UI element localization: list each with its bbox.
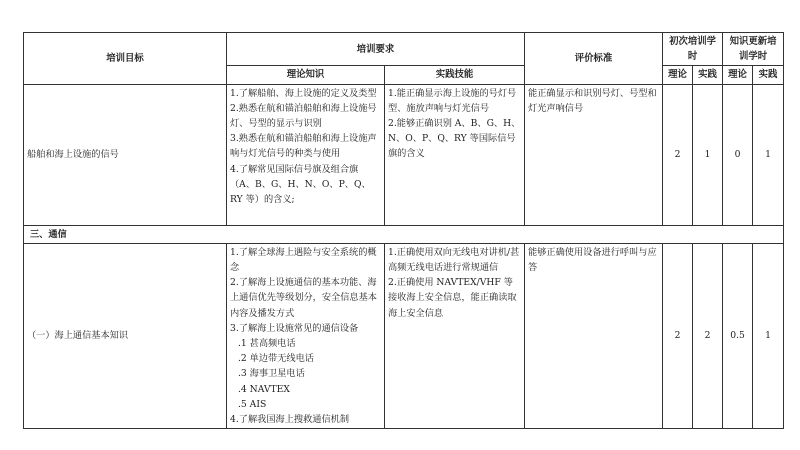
row2-theory-line: 2.了解海上设施通信的基本功能、海上通信优先等级划分，安全信息基本内容及播发方式 — [230, 277, 377, 319]
header-row-1 — [24, 33, 784, 66]
header-practice: 实践技能 — [385, 66, 525, 84]
header-upd-practice: 实践 — [753, 66, 784, 84]
row2-theory-line: .2 单边带无线电话 — [238, 353, 314, 365]
row2-theory-line: 4.了解我国海上搜救通信机制 — [230, 414, 350, 426]
row2-theory-line: .1 甚高频电话 — [238, 338, 296, 350]
training-table-container — [23, 32, 783, 429]
header-initial-hours: 初次培训学时 — [663, 33, 723, 66]
row2-upd-practice: 1 — [753, 243, 784, 428]
section-title: 三、通信 — [24, 225, 784, 243]
row2-theory — [227, 243, 385, 428]
row1-upd-theory: 0 — [723, 84, 753, 225]
row2-theory-line: .5 AIS — [238, 398, 267, 410]
row1-theory-line: 1.了解船舶、海上设施的定义及类型 — [230, 87, 377, 99]
header-upd-theory: 理论 — [723, 66, 753, 84]
row2-practice-line: 2.正确使用 NAVTEX/VHF 等接收海上安全信息，能正确读取海上安全信息 — [388, 277, 517, 319]
header-init-practice: 实践 — [693, 66, 723, 84]
row1-practice-line: 2.能够正确识别 A、B、G、H、N、O、P、Q、RY 等国际信号旗的含义 — [388, 118, 521, 160]
row2-practice-line: 1.正确使用双向无线电对讲机/甚高频无线电话进行常规通信 — [388, 246, 520, 274]
row1-target: 船舶和海上设施的信号 — [24, 84, 227, 225]
row1-theory-line: 2.熟悉在航和锚泊船舶和海上设施号灯、号型的显示与识别 — [230, 102, 377, 130]
row2-theory-line: .4 NAVTEX — [238, 383, 290, 395]
row2-practice — [385, 243, 525, 428]
row1-practice-line: 1.能正确显示海上设施的号灯号型、施放声响与灯光信号 — [388, 87, 517, 114]
row1-init-theory: 2 — [663, 84, 693, 225]
row2-upd-theory: 0.5 — [723, 243, 753, 428]
header-requirements: 培训要求 — [227, 33, 525, 66]
row2-init-practice: 2 — [693, 243, 723, 428]
row1-init-practice: 1 — [693, 84, 723, 225]
row1-theory-line: 4.了解常见国际信号旗及组合旗（A、B、G、H、N、O、P、Q、RY 等）的含义; — [230, 163, 371, 206]
table-row — [24, 243, 784, 428]
row2-theory-line: 1.了解全球海上遇险与安全系统的概念 — [230, 246, 377, 274]
row2-standard: 能够正确使用设备进行呼叫与应答 — [525, 243, 663, 428]
row2-init-theory: 2 — [663, 243, 693, 428]
section-row — [24, 225, 784, 243]
row1-standard: 能正确显示和识别号灯、号型和灯光声响信号 — [525, 84, 663, 225]
header-standard: 评价标准 — [525, 33, 663, 85]
header-target: 培训目标 — [24, 33, 227, 85]
header-init-theory: 理论 — [663, 66, 693, 84]
row2-theory-line: .3 海事卫星电话 — [238, 368, 305, 380]
training-table — [23, 32, 784, 429]
table-row — [24, 84, 784, 225]
header-theory: 理论知识 — [227, 66, 385, 84]
row1-theory — [227, 84, 385, 225]
row1-upd-practice: 1 — [753, 84, 784, 225]
row1-theory-line: 3.熟悉在航和锚泊船舶和海上设施声响与灯光信号的种类与使用 — [230, 133, 377, 160]
row1-practice — [385, 84, 525, 225]
row2-theory-line: 3.了解海上设施常见的通信设备 — [230, 322, 359, 334]
header-update-hours: 知识更新培训学时 — [723, 33, 784, 66]
row2-target: （一）海上通信基本知识 — [24, 243, 227, 428]
